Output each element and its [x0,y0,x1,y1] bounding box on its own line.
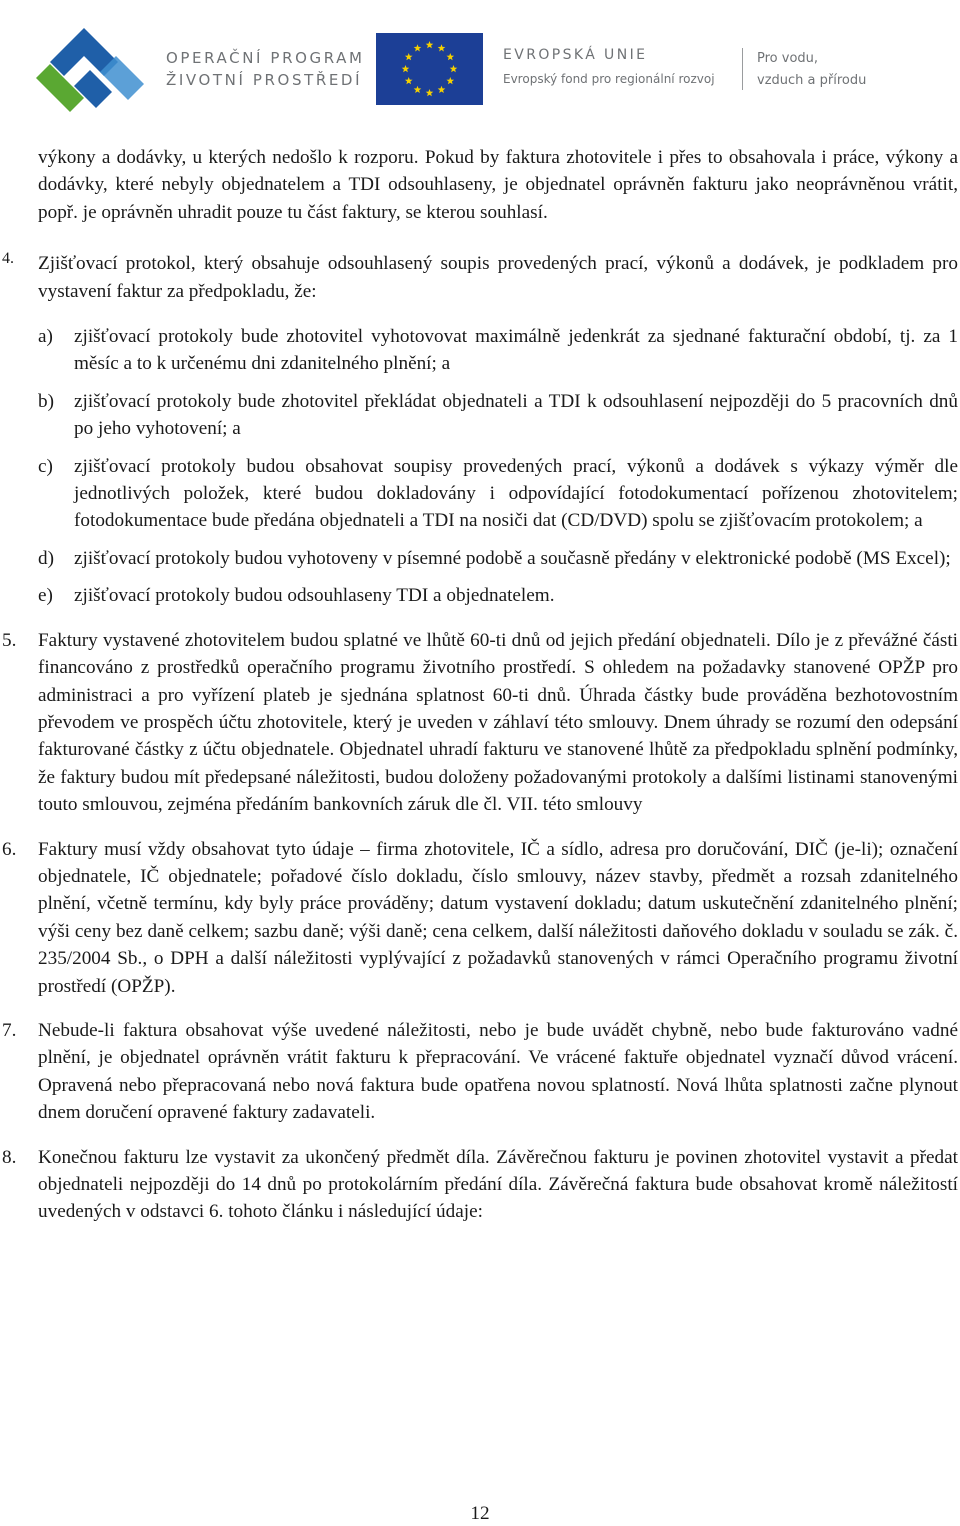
op-line-1: OPERAČNÍ PROGRAM [166,49,365,67]
subitem-text: zjišťovací protokoly budou vyhotoveny v písemné podobě a současně předány v elektronické podobě (MS Excel); [74,547,951,569]
subitem-a [38,323,958,378]
op-program-name [166,47,365,91]
clause-6 [2,836,958,1000]
clause-text: Konečnou fakturu lze vystavit za ukončený předmět díla. Závěrečnou fakturu je povinen zhotovitel vystavit a předat objednateli nejpozději do 14 dnů po protokolárním předání díla. Závěrečná faktura bude obsahovat kromě náležitostí uvedených v odstavci 6. tohoto článku i následující údaje: [38,1146,958,1223]
page-header [0,0,960,140]
header-motto [757,48,866,92]
subitem-label: d) [38,547,54,569]
op-line-2: ŽIVOTNÍ PROSTŘEDÍ [166,71,363,89]
subitem-text: zjišťovací protokoly bude zhotovitel vyhotovovat maximálně jedenkrát za sjednané fakturační období, tj. za 1 měsíc a to k určenému dni zdanitelného plnění; a [74,326,958,375]
motto-line-1: Pro vodu, [757,51,819,66]
clause-7 [2,1017,958,1127]
clause-text: Zjišťovací protokol, který obsahuje odsouhlasený soupis provedených prací, výkonů a dodávek, je podkladem pro vystavení faktur za předpokladu, že: [38,253,958,302]
clause-number: 8. [2,1146,17,1168]
clause-5 [2,627,958,819]
subitem-c [38,453,958,535]
subitem-text: zjišťovací protokoly budou obsahovat soupisy provedených prací, výkonů a dodávek s výkazy výměr dle jednotlivých položek, které budou dokladovány i odpovídající fotodokumentací pořízenou zhotovitelem; fotodokumentace bude předána objednateli a TDI na nosiči dat (CD/DVD) spolu se zjišťovacím protokolem; a [74,455,958,532]
eu-flag-icon [376,33,483,105]
op-zp-logo-icon [34,24,146,116]
clause-number: 7. [2,1019,17,1041]
subitem-text: zjišťovací protokoly budou odsouhlaseny TDI a objednatelem. [74,585,555,607]
clause-number: 6. [2,838,17,860]
intro-paragraph: výkony a dodávky, u kterých nedošlo k rozporu. Pokud by faktura zhotovitele i přes to obsahovala i práce, výkony a dodávky, které nebyly objednatelem a TDI odsouhlaseny, je objednatel oprávněn fakturu jako neoprávněnou vrátit, popř. je oprávněn uhradit pouze tu část faktury, se kterou souhlasí. [38,147,958,223]
subitem-d [38,545,958,572]
subitem-label: a) [38,326,53,348]
clause-text: Nebude-li faktura obsahovat výše uvedené náležitosti, nebo je bude uvádět chybně, nebo bude fakturováno vadné plnění, je objednatel oprávněn vrátit fakturu k přepracování. Ve vrácené faktuře objednatel vyznačí důvod vrácení. Opravená nebo přepracovaná nebo nová faktura bude opatřena novou splatností. Nová lhůta splatnosti začne plynout dnem doručení opravené faktury zadavateli. [38,1019,958,1124]
clause-number: 4. [2,250,14,268]
clause-4 [2,250,958,305]
page-number: 12 [470,1503,490,1524]
subitem-label: c) [38,455,53,477]
eu-title: EVROPSKÁ UNIE [503,47,648,63]
subitem-label: b) [38,390,54,412]
header-divider [742,48,743,90]
document-body [2,144,958,1226]
subitem-b [38,388,958,443]
clause-text: Faktury vystavené zhotovitelem budou splatné ve lhůtě 60-ti dnů od jejich předání objednateli. Dílo je z převážné části financováno z prostředků operačního programu životního prostředí. S ohledem na požadavky stanovené OPŽP pro administraci a pro vyřízení plateb je sjednána splatnost 60-ti dnů. Úhrada částky bude prováděna bezhotovostním převodem ve prospěch účtu zhotovitele, který je uveden v záhlaví této smlouvy. Dnem úhrady se rozumí den odepsání fakturované částky z účtu objednatele. Objednatel uhradí fakturu ve stanovené lhůtě za předpokladu splnění podmínky, že faktury budou mít předepsané náležitosti, budou doloženy požadovanými protokoly a dalšími listinami stanovenými touto smlouvou, zejména předáním bankovních záruk dle čl. VII. této smlouvy [38,629,958,816]
subitem-text: zjišťovací protokoly bude zhotovitel překládat objednateli a TDI k odsouhlasení nejpozději do 5 pracovních dnů po jeho vyhotovení; a [74,390,958,440]
clause-text: Faktury musí vždy obsahovat tyto údaje – firma zhotovitele, IČ a sídlo, adresa pro doručování, DIČ (je-li); označení objednatele, IČ objednatele; pořadové číslo dokladu, číslo smlouvy, název stavby, předmět a rozsah zdanitelného plnění, včetně termínu, kdy byly práce prováděny; datum vystavení dokladu; datum uskutečnění zdanitelného plnění; výši ceny bez daně celkem; sazbu daně; výši daně; cena celkem, další náležitosti daňového dokladu v souladu se zák. č. 235/2004 Sb., o DPH a další náležitosti vyplývající z požadavků stanovených v rámci Operačního programu životní prostředí (OPŽP). [38,838,958,997]
clause-number: 5. [2,629,17,651]
motto-line-2: vzduch a přírodu [757,73,867,88]
subitem-e [38,582,958,609]
eu-subtitle: Evropský fond pro regionální rozvoj [503,72,715,86]
clause-8 [2,1144,958,1226]
subitem-label: e) [38,585,53,607]
